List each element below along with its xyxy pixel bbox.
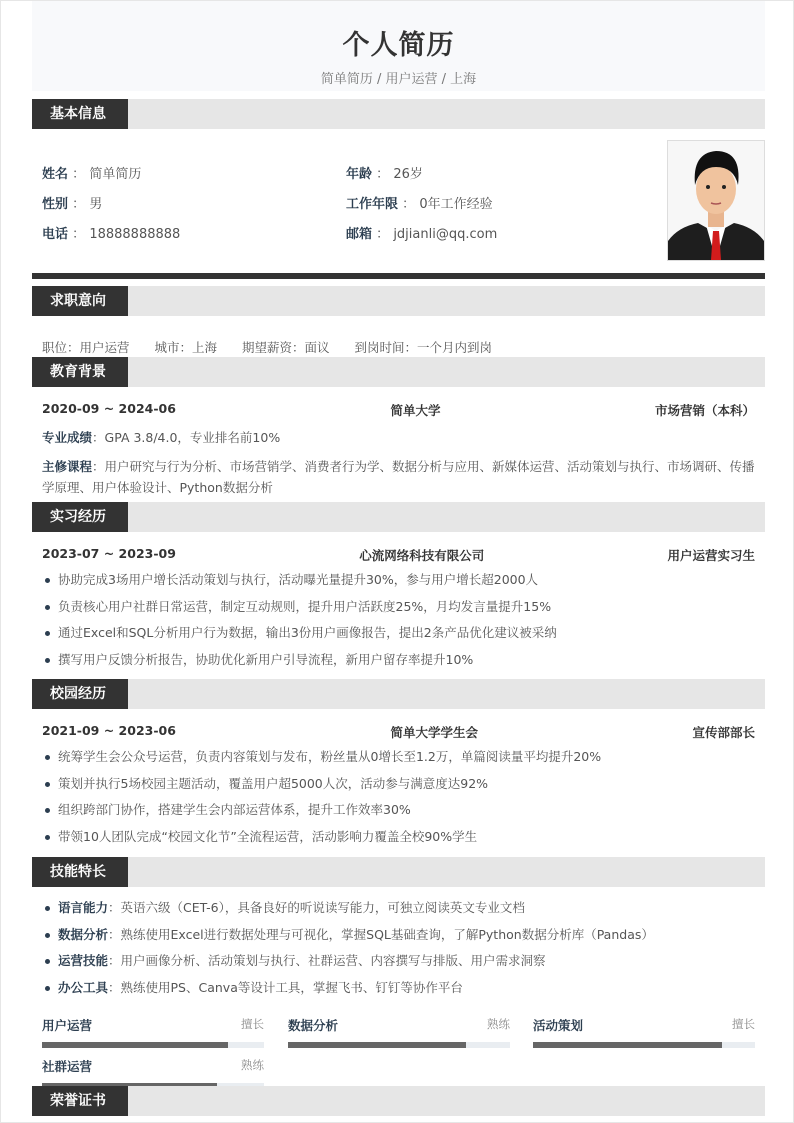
skill-fill [42, 1042, 228, 1048]
section-campus: 校园经历 [32, 679, 765, 709]
campus-list [42, 744, 755, 850]
skill-bar: 社群运营 熟练 [42, 1057, 264, 1089]
skill-bar: 用户运营 擅长 [42, 1016, 264, 1048]
name-row: 姓名 ： 简单简历 [42, 167, 142, 182]
list-item: 带领10人团队完成“校园文化节”全流程运营，活动影响力覆盖全校90%学生 [42, 824, 755, 851]
job-intent: 职位：用户运营 城市：上海 期望薪资：面议 到岗时间：一个月内到岗 [42, 340, 493, 355]
page-title: 个人简历 [342, 30, 455, 61]
section-education: 教育背景 [32, 357, 765, 387]
skill-fill [288, 1042, 466, 1048]
list-item: 协助完成3场用户增长活动策划与执行，活动曝光量提升30%，参与用户增长超2000人 [42, 567, 755, 594]
divider [32, 273, 765, 279]
section-honors: 荣誉证书 [32, 1086, 765, 1116]
intern-list [42, 567, 755, 673]
resume-header [32, 1, 765, 91]
list-item: 运营技能：用户画像分析、活动策划与执行、社群运营、内容撰写与排版、用户需求洞察 [42, 948, 755, 975]
section-job-intent: 求职意向 [32, 286, 765, 316]
list-item: 语言能力：英语六级（CET-6），具备良好的听说读写能力，可独立阅读英文专业文档 [42, 895, 755, 922]
list-item: 负责核心用户社群日常运营，制定互动规则，提升用户活跃度25%，月均发言量提升15% [42, 594, 755, 621]
list-item: 通过Excel和SQL分析用户行为数据，输出3份用户画像报告，提出2条产品优化建议被采纳 [42, 620, 755, 647]
section-skills: 技能特长 [32, 857, 765, 887]
list-item: 数据分析：熟练使用Excel进行数据处理与可视化，掌握SQL基础查询，了解Python数据分析库（Pandas） [42, 922, 755, 949]
skill-bar: 数据分析 熟练 [288, 1016, 510, 1048]
edu-score: 专业成绩：GPA 3.8/4.0，专业排名前10% [42, 430, 281, 445]
age-row: 年龄 ： 26岁 [346, 167, 423, 182]
list-item: 策划并执行5场校园主题活动，覆盖用户超5000人次，活动参与满意度达92% [42, 771, 755, 798]
email-row: 邮箱 ： jdjianli@qq.com [346, 227, 498, 242]
campus-header: 2021-09 ~ 2023-06 简单大学学生会 宣传部部长 [42, 723, 755, 740]
list-item: 撰写用户反馈分析报告，协助优化新用户引导流程，新用户留存率提升10% [42, 647, 755, 674]
resume [32, 1, 765, 1109]
skill-bar: 活动策划 擅长 [533, 1016, 755, 1048]
intern-header: 2023-07 ~ 2023-09 心流网络科技有限公司 用户运营实习生 [42, 546, 755, 563]
phone-row: 电话 ： 18888888888 [42, 227, 181, 242]
subtitle: 简单简历 / 用户运营 / 上海 [320, 72, 477, 87]
years-row: 工作年限 ： 0年工作经验 [346, 197, 493, 212]
section-internship: 实习经历 [32, 502, 765, 532]
list-item: 组织跨部门协作，搭建学生会内部运营体系，提升工作效率30% [42, 797, 755, 824]
edu-header: 2020-09 ~ 2024-06 简单大学 市场营销（本科） [42, 401, 755, 418]
section-basic-info: 基本信息 [32, 99, 765, 129]
list-item: 办公工具：熟练使用PS、Canva等设计工具，掌握飞书、钉钉等协作平台 [42, 975, 755, 1002]
skills-list [42, 895, 755, 1001]
edu-courses: 主修课程：用户研究与行为分析、市场营销学、消费者行为学、数据分析与应用、新媒体运营、活动策划与执行、市场调研、传播学原理、用户体验设计、Python数据分析 [42, 459, 755, 495]
skill-fill [533, 1042, 722, 1048]
avatar [667, 140, 765, 261]
gender-row: 性别 ： 男 [42, 197, 103, 212]
list-item: 统筹学生会公众号运营，负责内容策划与发布，粉丝量从0增长至1.2万，单篇阅读量平均提升20% [42, 744, 755, 771]
